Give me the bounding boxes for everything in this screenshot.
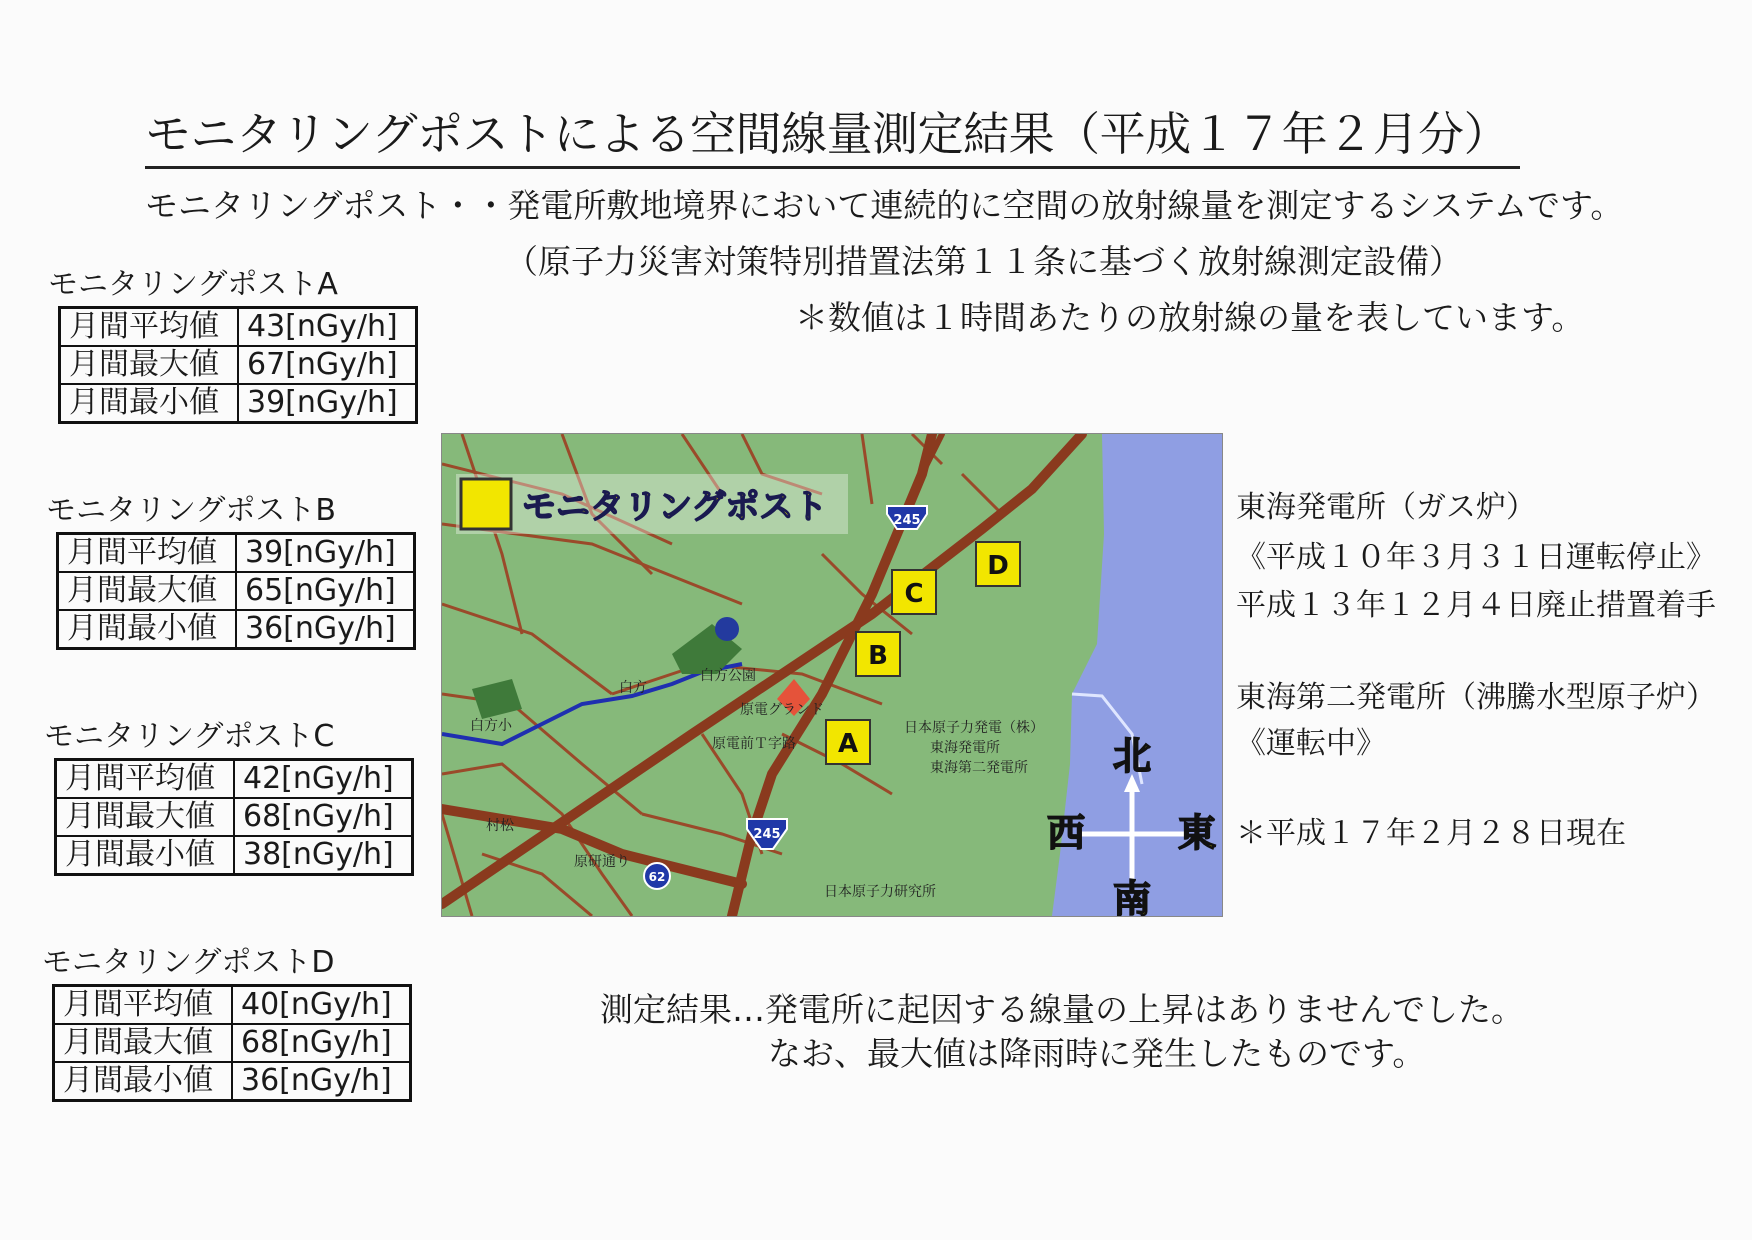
- table-cell: 月間平均値: [58, 534, 237, 573]
- place-tokai-ps: 東海発電所: [930, 740, 1000, 756]
- post-b-label: モニタリングポストB: [46, 493, 336, 528]
- table-cell: 39[nGy/h]: [238, 384, 417, 423]
- plant1-name: 東海発電所（ガス炉）: [1236, 490, 1536, 525]
- place-tokai2-ps: 東海第二発電所: [930, 760, 1028, 776]
- table-cell: 39[nGy/h]: [236, 534, 415, 573]
- table-cell: 38[nGy/h]: [234, 836, 413, 875]
- post-a-table: [58, 306, 418, 424]
- table-cell: 月間平均値: [60, 308, 239, 347]
- post-marker-b: [856, 632, 900, 676]
- map-legend: [456, 474, 848, 534]
- legend-label: モニタリングポスト: [522, 487, 828, 527]
- plant1-status: 《平成１０年３月３１日運転停止》: [1236, 540, 1716, 575]
- compass-west: 西: [1046, 811, 1086, 855]
- site-map: [441, 433, 1223, 917]
- compass-north: 北: [1112, 734, 1152, 778]
- post-c-table: [54, 758, 414, 876]
- post-marker-d: [976, 542, 1020, 586]
- table-cell: 67[nGy/h]: [238, 346, 417, 384]
- table-row: [58, 534, 415, 573]
- post-c-label: モニタリングポストC: [44, 719, 335, 754]
- table-row: [56, 836, 413, 875]
- compass-east: 東: [1177, 811, 1217, 855]
- pond-marker: [715, 617, 739, 641]
- as-of-date: ＊平成１７年２月２８日現在: [1236, 816, 1626, 851]
- place-genden-ground: 原電グランド: [740, 702, 824, 718]
- description-line-1: モニタリングポスト・・発電所敷地境界において連続的に空間の放射線量を測定するシステムです。: [145, 186, 1624, 225]
- marker-label: C: [904, 579, 924, 609]
- place-shirakata-school: 白方小: [470, 718, 512, 734]
- table-row: [60, 346, 417, 384]
- table-cell: 月間最小値: [54, 1062, 233, 1101]
- marker-label: A: [837, 729, 859, 759]
- compass-south: 南: [1112, 877, 1152, 916]
- route-245-label: 245: [893, 513, 921, 528]
- route-62-label: 62: [648, 870, 666, 884]
- table-cell: 月間最大値: [54, 1024, 233, 1062]
- place-jaeri: 日本原子力研究所: [824, 884, 936, 900]
- table-cell: 65[nGy/h]: [236, 572, 415, 610]
- table-cell: 68[nGy/h]: [234, 798, 413, 836]
- description-line-2: （原子力災害対策特別措置法第１１条に基づく放射線測定設備）: [505, 242, 1462, 281]
- post-d-table: [52, 984, 412, 1102]
- table-cell: 42[nGy/h]: [234, 760, 413, 799]
- result-line-2: なお、最大値は降雨時に発生したものです。: [768, 1034, 1426, 1073]
- table-row: [56, 798, 413, 836]
- post-marker-c: [892, 570, 936, 614]
- post-d-label: モニタリングポストD: [42, 945, 335, 980]
- table-row: [54, 986, 411, 1025]
- place-japc: 日本原子力発電（株）: [904, 720, 1044, 736]
- table-row: [60, 384, 417, 423]
- table-cell: 月間最小値: [58, 610, 237, 649]
- post-b-table: [56, 532, 416, 650]
- table-row: [58, 572, 415, 610]
- post-a-label: モニタリングポストA: [48, 267, 338, 302]
- description-line-3: ＊数値は１時間あたりの放射線の量を表しています。: [795, 298, 1585, 337]
- table-row: [54, 1062, 411, 1101]
- table-cell: 月間平均値: [56, 760, 235, 799]
- table-cell: 40[nGy/h]: [232, 986, 411, 1025]
- table-cell: 月間最大値: [60, 346, 239, 384]
- result-line-1: 測定結果…発電所に起因する線量の上昇はありませんでした。: [600, 990, 1524, 1029]
- page-title: モニタリングポストによる空間線量測定結果（平成１７年２月分）: [145, 108, 1520, 169]
- table-cell: 月間最大値: [58, 572, 237, 610]
- marker-label: D: [987, 551, 1009, 581]
- place-shirakata-park: 白方公園: [700, 668, 756, 684]
- table-cell: 月間最小値: [60, 384, 239, 423]
- route-245-label: 245: [753, 827, 781, 842]
- place-muramatsu: 村松: [486, 818, 514, 834]
- marker-label: B: [868, 641, 888, 671]
- table-cell: 月間平均値: [54, 986, 233, 1025]
- table-cell: 36[nGy/h]: [232, 1062, 411, 1101]
- table-row: [54, 1024, 411, 1062]
- table-row: [56, 760, 413, 799]
- legend-marker-swatch: [461, 479, 511, 529]
- plant2-status: 《運転中》: [1236, 726, 1386, 761]
- post-marker-a: [826, 720, 870, 764]
- table-cell: 36[nGy/h]: [236, 610, 415, 649]
- table-row: [60, 308, 417, 347]
- plant2-name: 東海第二発電所（沸騰水型原子炉）: [1236, 680, 1716, 715]
- table-row: [58, 610, 415, 649]
- place-genken-dori: 原研通り: [574, 854, 630, 870]
- plant1-decommission: 平成１３年１２月４日廃止措置着手: [1236, 588, 1716, 623]
- table-cell: 月間最大値: [56, 798, 235, 836]
- place-shirakata: 白方: [619, 680, 647, 696]
- table-cell: 43[nGy/h]: [238, 308, 417, 347]
- route-shield-62: [644, 863, 670, 889]
- table-cell: 68[nGy/h]: [232, 1024, 411, 1062]
- table-cell: 月間最小値: [56, 836, 235, 875]
- place-t-junction: 原電前Ｔ字路: [712, 736, 796, 752]
